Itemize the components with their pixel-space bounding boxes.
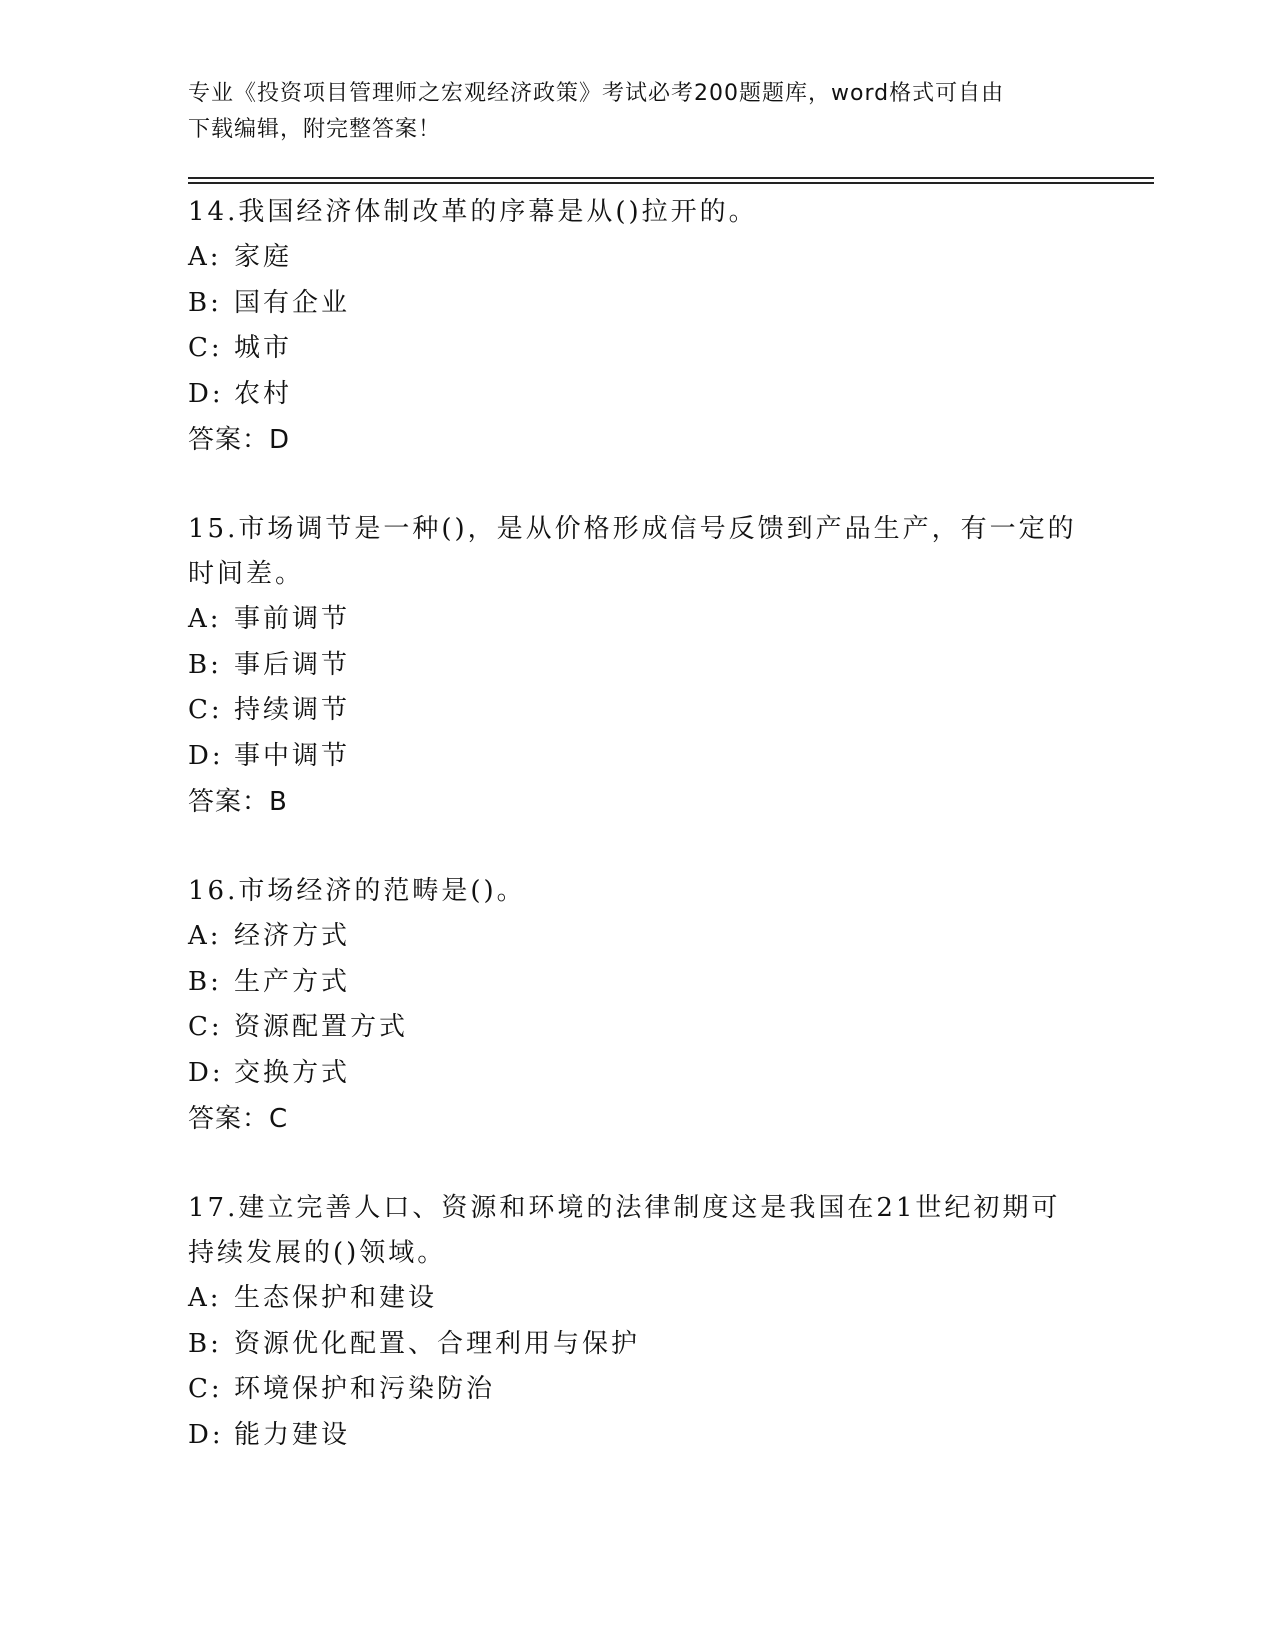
option-text: 持续调节 [234,695,351,725]
question-16 [188,869,1088,1142]
option-letter: D: [188,1419,224,1450]
option-letter: C: [188,1012,223,1042]
option-text: 事中调节 [234,740,351,771]
header-line-2: 下载编辑，附完整答案！ [188,117,442,142]
option-text: 资源配置方式 [234,1012,409,1042]
question-14 [188,190,1088,463]
option-c [188,326,1088,372]
header-divider-top [188,177,1154,179]
question-17 [188,1186,1088,1458]
option-letter: C: [188,695,223,725]
option-letter: B: [188,966,222,997]
option-a [188,597,1088,643]
option-letter: A: [188,604,222,634]
option-d [188,1051,1088,1097]
option-text: 事前调节 [234,604,351,634]
question-stem-line: 时间差。 [188,559,305,589]
question-stem [188,507,1088,597]
option-letter: B: [188,287,222,318]
option-text: 农村 [234,378,293,409]
option-b [188,643,1088,689]
option-c [188,688,1088,734]
option-letter: D: [188,1057,224,1088]
option-a [188,914,1088,960]
option-d [188,1413,1088,1459]
option-b [188,1322,1088,1368]
question-stem-line: 17.建立完善人口、资源和环境的法律制度这是我国在21世纪初期可 [188,1193,1061,1223]
option-text: 资源优化配置、合理利用与保护 [234,1328,641,1359]
option-letter: B: [188,1328,222,1359]
answer-line: 答案：C [188,1104,289,1134]
option-text: 城市 [234,333,293,363]
option-text: 国有企业 [234,287,351,318]
question-stem [188,190,1088,235]
option-letter: A: [188,1283,222,1313]
question-stem [188,1186,1088,1276]
option-text: 生产方式 [234,966,351,997]
option-text: 经济方式 [234,921,351,951]
option-d [188,372,1088,418]
option-letter: A: [188,921,222,951]
option-text: 生态保护和建设 [234,1283,438,1313]
option-a [188,235,1088,281]
option-text: 交换方式 [234,1057,351,1088]
option-text: 事后调节 [234,649,351,680]
document-header [188,76,1088,148]
option-text: 环境保护和污染防治 [234,1374,496,1404]
option-d [188,734,1088,780]
question-list [188,190,1088,1502]
question-15 [188,507,1088,825]
option-letter: B: [188,649,222,680]
option-letter: A: [188,242,222,272]
question-stem-line: 14.我国经济体制改革的序幕是从()拉开的。 [188,197,758,227]
header-divider-bottom [188,182,1154,184]
answer-line: 答案：B [188,787,288,817]
header-line-1: 专业《投资项目管理师之宏观经济政策》考试必考200题题库，word格式可自由 [188,81,1005,106]
option-letter: D: [188,740,224,771]
option-b [188,281,1088,327]
option-text: 家庭 [234,242,293,272]
option-c [188,1367,1088,1413]
option-letter: C: [188,1374,223,1404]
option-a [188,1276,1088,1322]
option-b [188,960,1088,1006]
option-letter: D: [188,378,224,409]
question-stem-line: 持续发展的()领域。 [188,1238,447,1268]
option-letter: C: [188,333,223,363]
answer-line: 答案：D [188,425,291,455]
option-c [188,1005,1088,1051]
option-text: 能力建设 [234,1419,351,1450]
question-stem-line: 15.市场调节是一种()，是从价格形成信号反馈到产品生产，有一定的 [188,514,1077,544]
question-stem-line: 16.市场经济的范畴是()。 [188,876,526,906]
question-stem [188,869,1088,914]
